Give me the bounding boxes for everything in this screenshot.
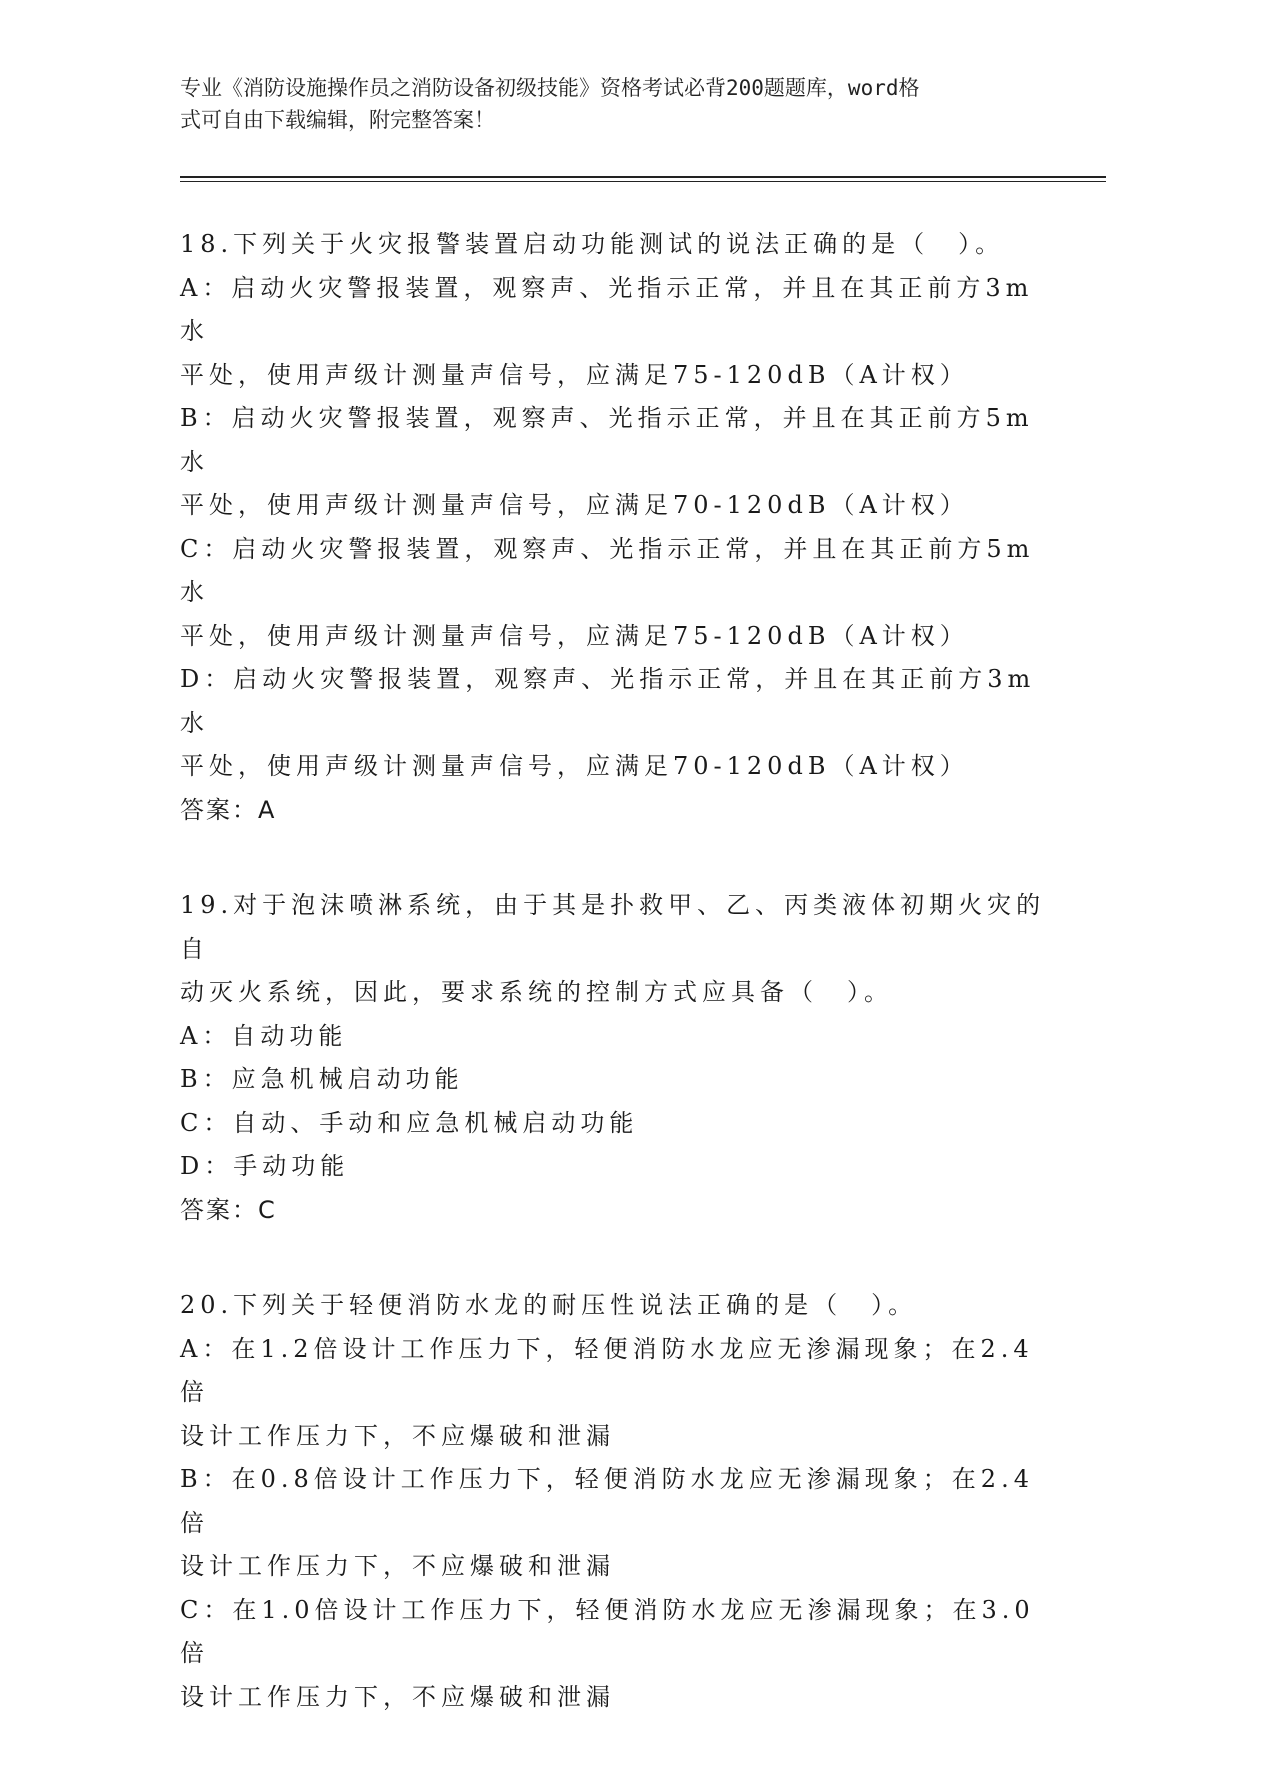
option-text: 平处，使用声级计测量声信号，应满足75-120dB（A计权） [180,360,969,389]
option-b [180,397,1060,528]
option-a [180,1328,1060,1459]
question-18 [180,223,1060,832]
option-text: A：启动火灾警报装置，观察声、光指示正常，并且在其正前方3m水 [180,273,1034,345]
question-stem: 18.下列关于火灾报警装置启动功能测试的说法正确的是（ ）。 [180,230,1005,258]
header-divider-thin [180,181,1106,182]
option-a [180,267,1060,398]
option-c [180,528,1060,659]
option-text: 设计工作压力下，不应爆破和泄漏 [180,1421,615,1450]
option-text: 平处，使用声级计测量声信号，应满足75-120dB（A计权） [180,621,969,650]
question-list [180,223,1060,1771]
option-text: A：在1.2倍设计工作压力下，轻便消防水龙应无渗漏现象；在2.4倍 [180,1334,1034,1406]
question-20 [180,1284,1060,1719]
question-stem: 动灭火系统，因此，要求系统的控制方式应具备（ ）。 [180,978,893,1006]
question-19 [180,884,1060,1232]
option-text: C：在1.0倍设计工作压力下，轻便消防水龙应无渗漏现象；在3.0倍 [180,1595,1035,1667]
option-text: B：在0.8倍设计工作压力下，轻便消防水龙应无渗漏现象；在2.4倍 [180,1465,1034,1537]
option-text: 平处，使用声级计测量声信号，应满足70-120dB（A计权） [180,491,969,519]
option-text: D：启动火灾警报装置，观察声、光指示正常，并且在其正前方3m水 [180,665,1036,737]
option-c [180,1589,1060,1720]
option-text: B：启动火灾警报装置，观察声、光指示正常，并且在其正前方5m水 [180,404,1034,476]
option-text: 平处，使用声级计测量声信号，应满足70-120dB（A计权） [180,752,969,780]
header-line-1: 专业《消防设施操作员之消防设备初级技能》资格考试必背200题题库，word格 [180,76,920,100]
option-text: 设计工作压力下，不应爆破和泄漏 [180,1552,615,1580]
header-line-2: 式可自由下载编辑，附完整答案！ [180,108,495,132]
question-stem: 20.下列关于轻便消防水龙的耐压性说法正确的是（ ）。 [180,1291,918,1319]
option-b: B：应急机械启动功能 [180,1065,464,1093]
document-header [180,72,1040,136]
option-d: D：手动功能 [180,1152,350,1180]
option-b [180,1458,1060,1589]
answer-label: 答案：A [180,795,277,824]
answer-label: 答案：C [180,1195,277,1224]
header-divider [180,176,1106,178]
option-text: 设计工作压力下，不应爆破和泄漏 [180,1682,615,1711]
option-text: C：启动火灾警报装置，观察声、光指示正常，并且在其正前方5m水 [180,534,1035,606]
question-stem: 19.对于泡沫喷淋系统，由于其是扑救甲、乙、丙类液体初期火灾的自 [180,891,1046,963]
option-a: A：自动功能 [180,1021,348,1050]
option-c: C：自动、手动和应急机械启动功能 [180,1108,639,1137]
option-d [180,658,1060,789]
